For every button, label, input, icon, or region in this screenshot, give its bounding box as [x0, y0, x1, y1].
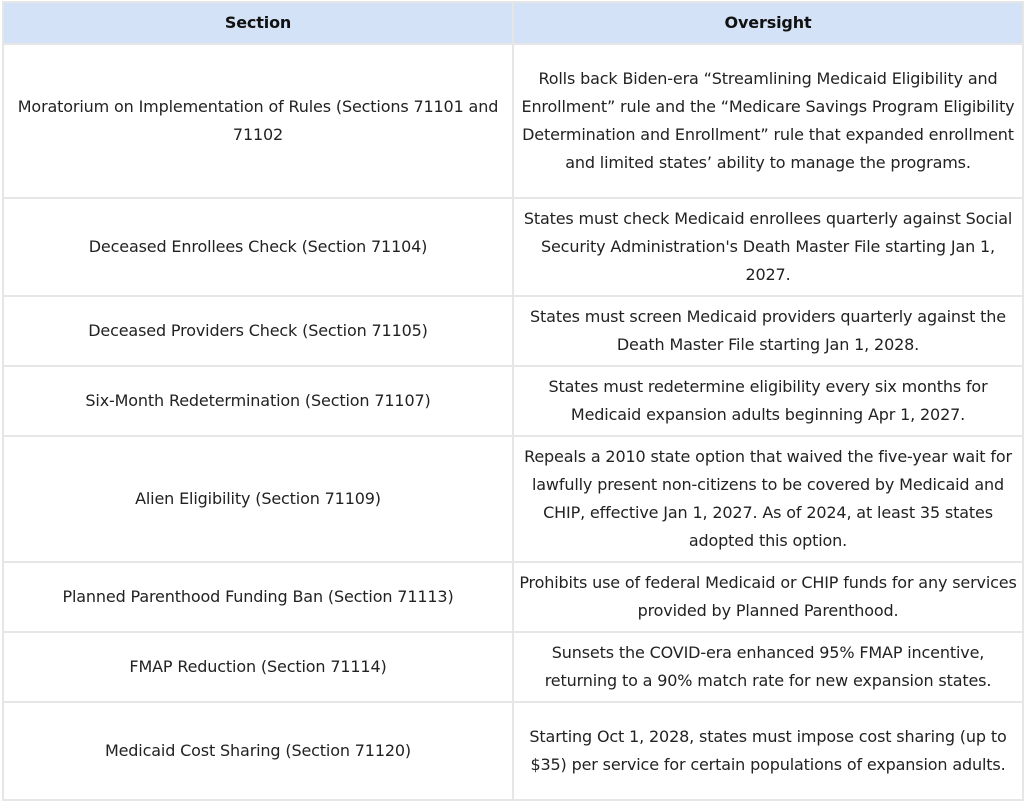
section-cell: Deceased Enrollees Check (Section 71104) [3, 198, 513, 296]
table-body [3, 44, 1023, 800]
table-row [3, 44, 1023, 198]
table-row [3, 632, 1023, 702]
section-cell: Planned Parenthood Funding Ban (Section 71113) [3, 562, 513, 632]
table-row [3, 702, 1023, 800]
table-row [3, 366, 1023, 436]
table-row [3, 562, 1023, 632]
oversight-cell: States must screen Medicaid providers quarterly against the Death Master File starting Jan 1, 2028. [513, 296, 1023, 366]
oversight-table [2, 1, 1024, 801]
section-cell: Medicaid Cost Sharing (Section 71120) [3, 702, 513, 800]
oversight-cell: Rolls back Biden-era “Streamlining Medicaid Eligibility and Enrollment” rule and the “Medicare Savings Program Eligibility Determination and Enrollment” rule that expanded enrollment and limited states’ ability to manage the programs. [513, 44, 1023, 198]
section-cell: FMAP Reduction (Section 71114) [3, 632, 513, 702]
section-cell: Six-Month Redetermination (Section 71107) [3, 366, 513, 436]
table-row [3, 436, 1023, 562]
section-cell: Moratorium on Implementation of Rules (Sections 71101 and 71102 [3, 44, 513, 198]
header-oversight: Oversight [513, 2, 1023, 44]
header-row [3, 2, 1023, 44]
oversight-cell: States must check Medicaid enrollees quarterly against Social Security Administration's Death Master File starting Jan 1, 2027. [513, 198, 1023, 296]
section-cell: Deceased Providers Check (Section 71105) [3, 296, 513, 366]
oversight-cell: Repeals a 2010 state option that waived the five-year wait for lawfully present non-citizens to be covered by Medicaid and CHIP, effective Jan 1, 2027. As of 2024, at least 35 states adopted this option. [513, 436, 1023, 562]
section-cell: Alien Eligibility (Section 71109) [3, 436, 513, 562]
oversight-cell: Starting Oct 1, 2028, states must impose cost sharing (up to $35) per service for certain populations of expansion adults. [513, 702, 1023, 800]
table-row [3, 198, 1023, 296]
oversight-cell: Prohibits use of federal Medicaid or CHIP funds for any services provided by Planned Parenthood. [513, 562, 1023, 632]
oversight-cell: States must redetermine eligibility every six months for Medicaid expansion adults beginning Apr 1, 2027. [513, 366, 1023, 436]
table-row [3, 296, 1023, 366]
table-header [3, 2, 1023, 44]
header-section: Section [3, 2, 513, 44]
oversight-cell: Sunsets the COVID-era enhanced 95% FMAP incentive, returning to a 90% match rate for new expansion states. [513, 632, 1023, 702]
